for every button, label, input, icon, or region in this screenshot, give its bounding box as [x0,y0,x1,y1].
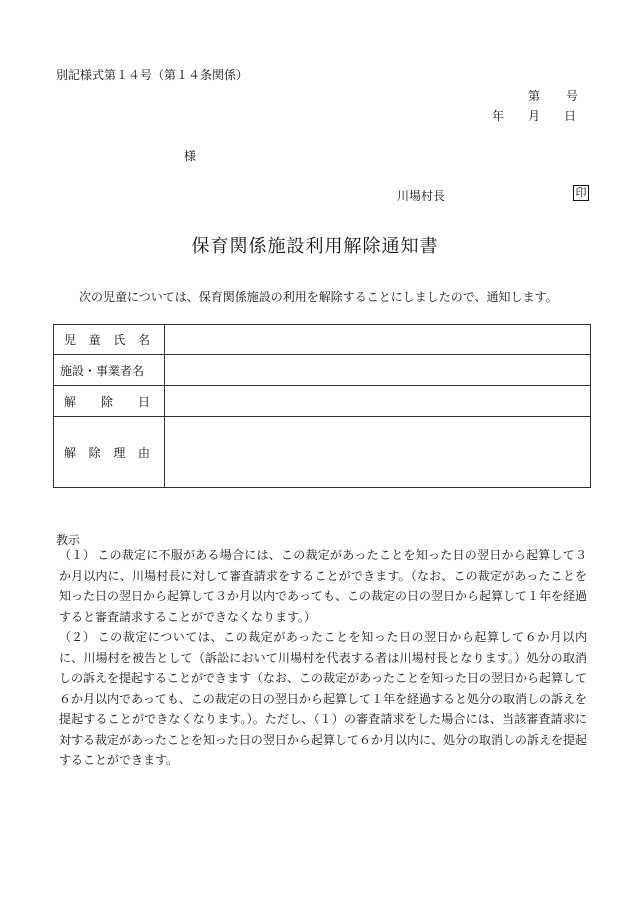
issue-date [492,107,576,124]
notice-item-2-mark: （２） [59,630,96,644]
facility-field[interactable] [165,355,591,386]
row-label-cancel-date: 解 除 日 [54,386,165,417]
issuer-name: 川場村長 [397,189,446,203]
table-row [54,386,591,417]
cancel-date-field[interactable] [165,386,591,417]
number-suffix: 号 [566,89,579,103]
row-label-child-name: 児 童 氏 名 [54,325,165,355]
child-name-field[interactable] [165,325,591,355]
addressee-suffix: 様 [184,149,197,163]
notice-item-1 [59,545,587,627]
info-table [53,324,591,488]
notice-item-1-mark: （１） [59,548,96,562]
seal-mark: 印 [573,185,589,201]
form-number: 別記様式第１４号（第１４条関係） [56,68,249,82]
table-row [54,417,591,488]
notice-item-2-text: この裁定については、この裁定があったことを知った日の翌日から起算して６か月以内に、川場村を被告として（訴訟において川場村を代表する者は川場村長となります。）処分の取消しの訴えを提起することができます（なお、この裁定があったことを知った日の翌日から起算して６か月以内であっても、この裁定の日の翌日から起算して１年を経過すると処分の取消しの訴えを提起することができなくなります。）。ただし、（１）の審査請求をした場合には、当該審査請求に対する裁定があったことを知った日の翌日から起算して６か月以内に、処分の取消しの訴えを提起することができます。 [59,630,587,767]
document-title: 保育関係施設利用解除通知書 [191,236,439,257]
row-label-cancel-reason: 解 除 理 由 [54,417,165,488]
lead-text: 次の児童については、保育関係施設の利用を解除することにしましたので、通知します。 [79,290,558,304]
date-year: 年 [492,109,505,123]
notice-heading: 教示 [56,533,81,547]
cancel-reason-field[interactable] [165,417,591,488]
table-row [54,355,591,386]
document-number [528,87,578,104]
date-day: 日 [564,109,577,123]
notice-item-1-text: この裁定に不服がある場合には、この裁定があったことを知った日の翌日から起算して３か月以内に、川場村長に対して審査請求をすることができます。（なお、この裁定があったことを知った日の翌日から起算して３か月以内であっても、この裁定の日の翌日から起算して１年を経過すると審査請求することができなくなります。） [59,548,587,624]
date-month: 月 [528,109,541,123]
row-label-facility: 施設・事業者名 [54,355,165,386]
number-prefix: 第 [528,89,541,103]
notice-item-2 [59,627,587,771]
table-row [54,325,591,355]
